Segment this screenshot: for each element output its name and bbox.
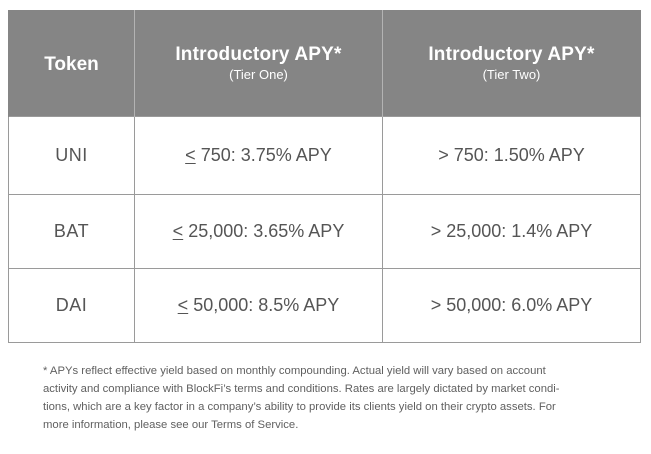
token-cell: BAT <box>9 195 135 269</box>
header-tier-two <box>383 10 641 117</box>
tier-one-cell <box>135 117 383 195</box>
header-tier-two-title: Introductory APY* <box>428 43 595 65</box>
tier-one-text: 50,000: 8.5% APY <box>193 295 340 315</box>
less-equal-symbol: < <box>185 145 196 165</box>
footnote-line: tions, which are a key factor in a company’s ability to provide its clients yield on their crypto assets. For <box>43 401 556 413</box>
tier-one-cell <box>135 269 383 343</box>
footnote-line: more information, please see our Terms of Service. <box>43 419 299 431</box>
header-tier-one-title: Introductory APY* <box>175 43 342 65</box>
tier-two-cell: > 50,000: 6.0% APY <box>383 269 641 343</box>
tier-one-cell <box>135 195 383 269</box>
table-row <box>9 269 641 343</box>
less-equal-symbol: < <box>177 295 189 315</box>
token-cell: DAI <box>9 269 135 343</box>
token-cell: UNI <box>9 117 135 195</box>
table-row <box>9 195 641 269</box>
header-token-label: Token <box>44 54 99 75</box>
table-row <box>9 117 641 195</box>
header-tier-one <box>135 10 383 117</box>
footnote <box>43 362 615 434</box>
header-tier-two-sub: (Tier Two) <box>482 66 541 82</box>
tier-one-text: 750: 3.75% APY <box>200 145 332 165</box>
tier-two-cell: > 750: 1.50% APY <box>383 117 641 195</box>
header-token <box>9 10 135 117</box>
apy-table <box>8 10 641 343</box>
table-header-row <box>9 10 641 117</box>
tier-one-value <box>173 221 345 242</box>
tier-two-cell: > 25,000: 1.4% APY <box>383 195 641 269</box>
footnote-line: * APYs reflect effective yield based on monthly compounding. Actual yield will vary based on account <box>43 365 546 377</box>
footnote-line: activity and compliance with BlockFi’s terms and conditions. Rates are largely dictated by market condi- <box>43 383 560 395</box>
tier-one-value <box>178 295 340 316</box>
tier-one-value <box>185 145 332 166</box>
header-tier-one-sub: (Tier One) <box>229 66 288 82</box>
less-equal-symbol: < <box>172 221 184 241</box>
tier-one-text: 25,000: 3.65% APY <box>188 221 345 241</box>
